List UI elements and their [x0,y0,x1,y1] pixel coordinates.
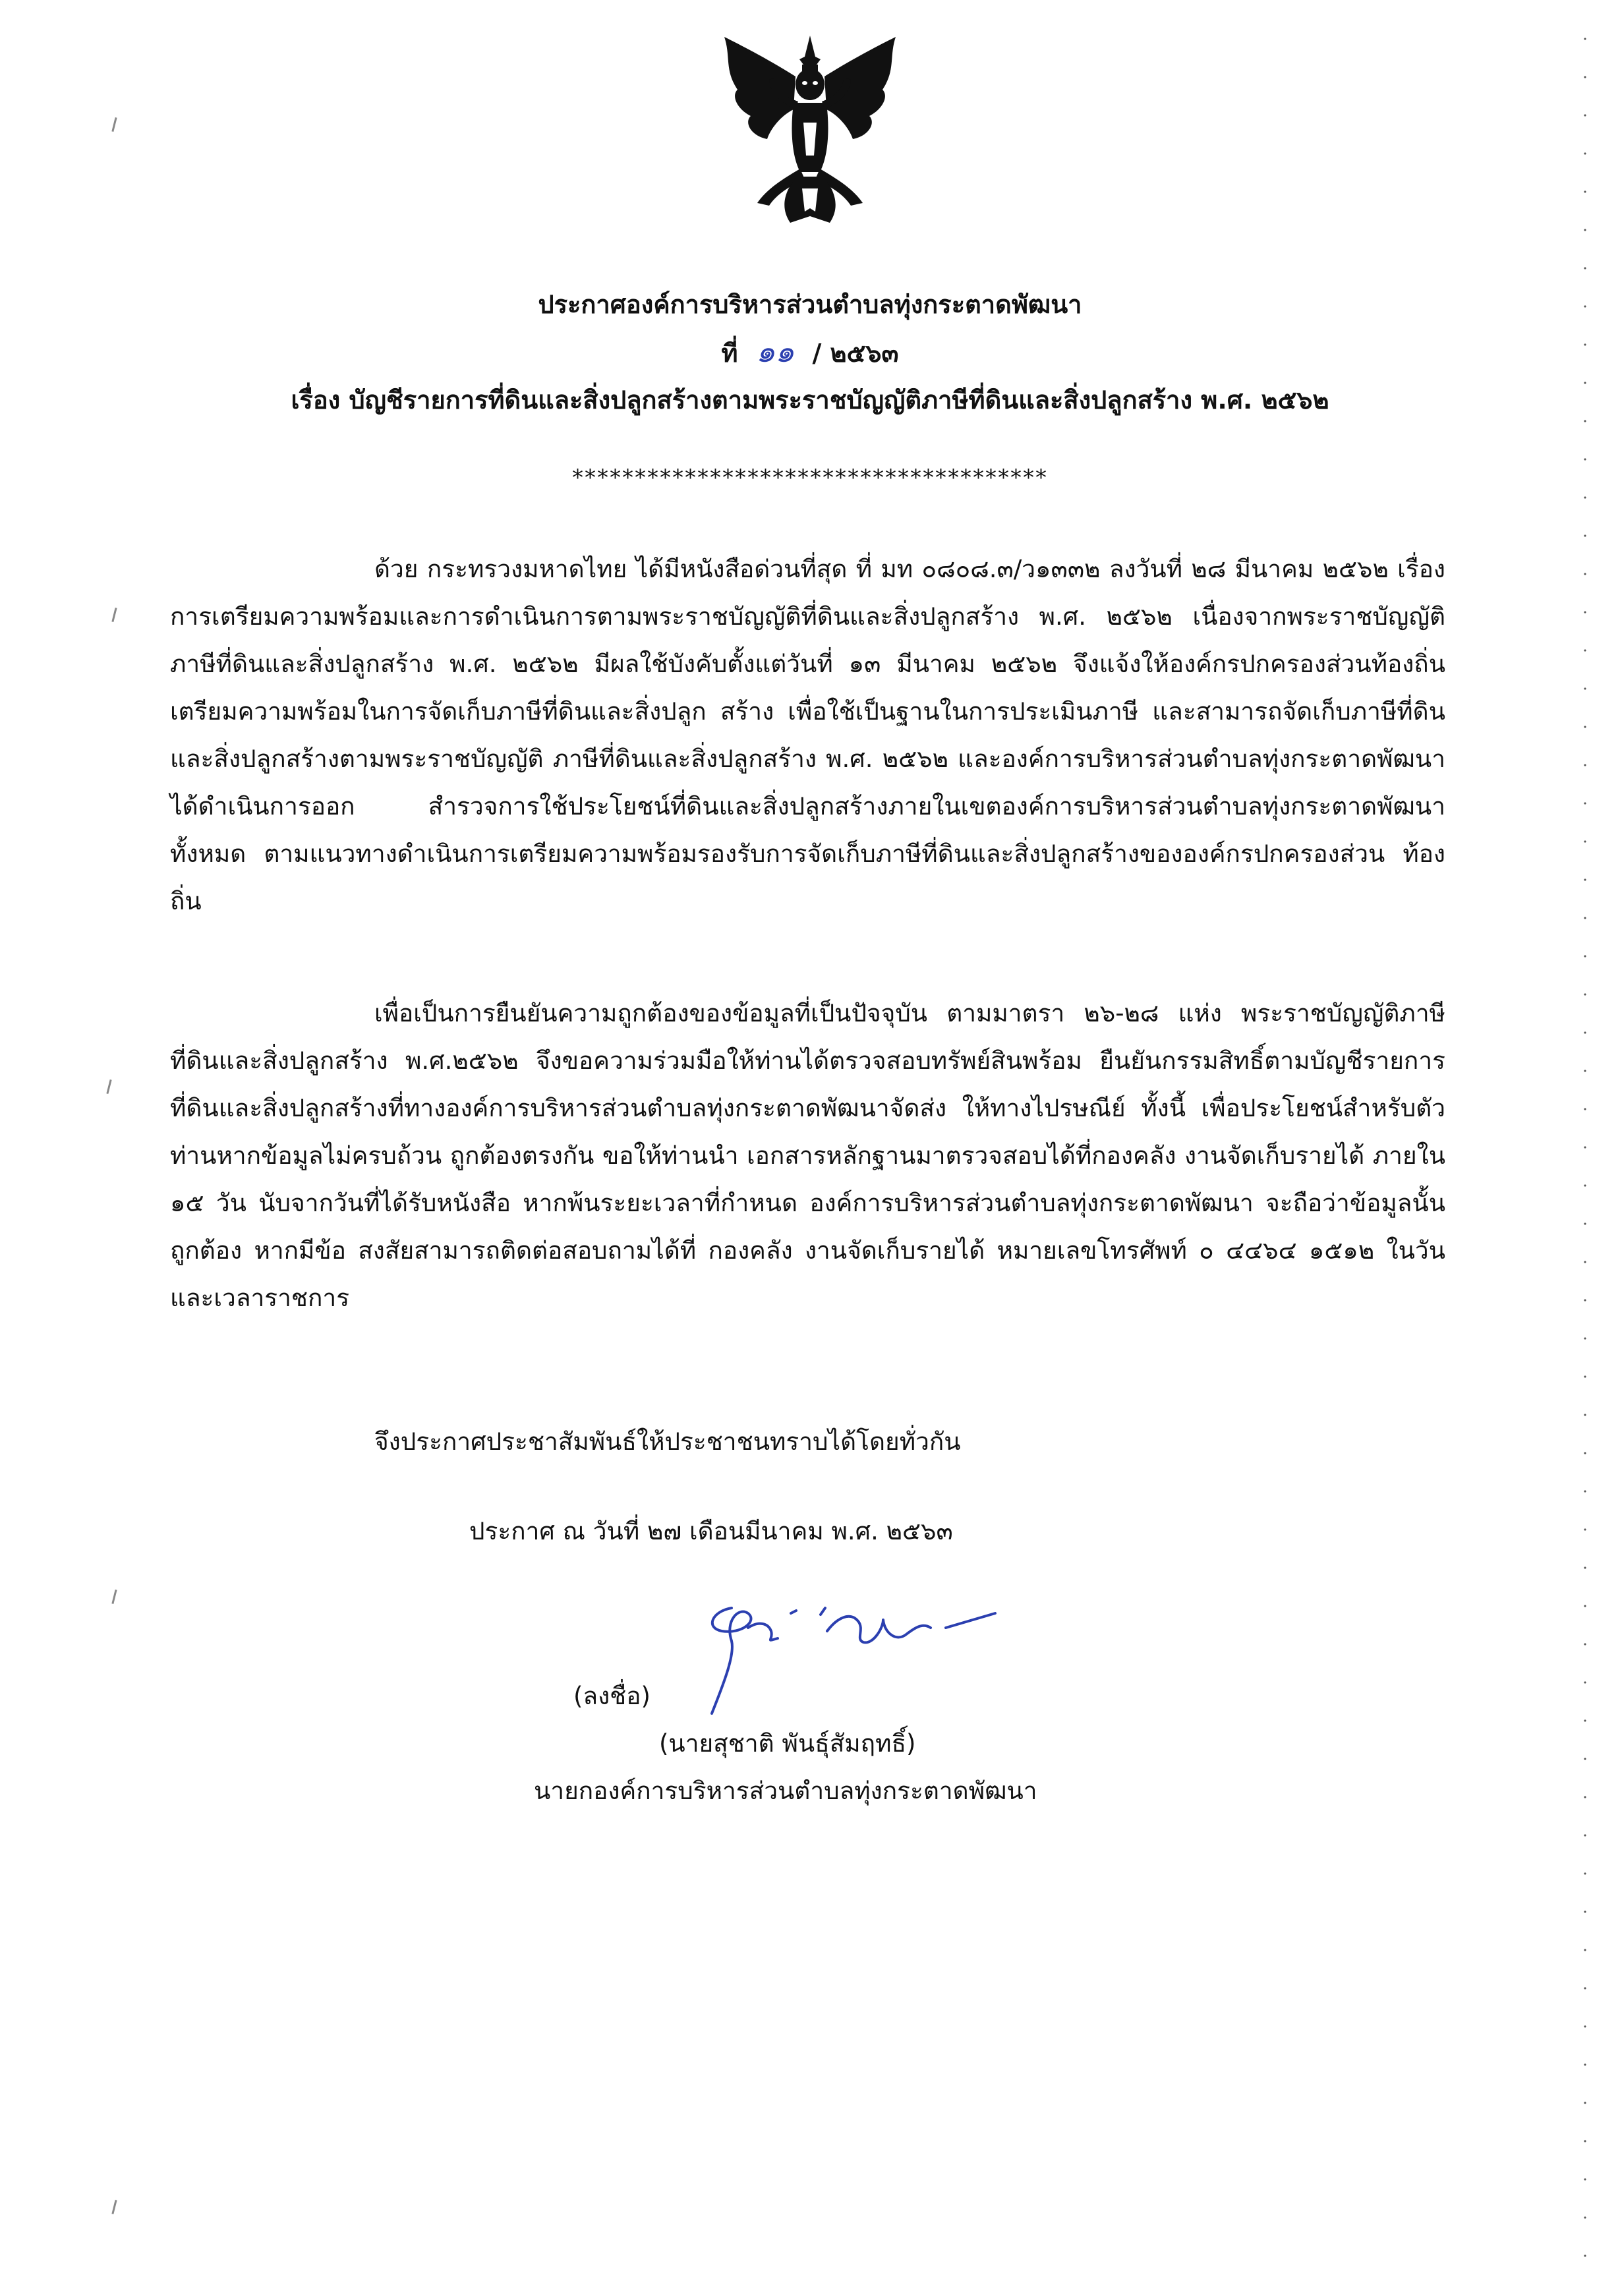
body-paragraph-2 [170,990,1445,1322]
number-year: / ๒๕๖๓ [812,339,899,368]
announcement-number [0,331,1620,373]
scan-speck [111,1590,117,1604]
number-prefix: ที่ [721,339,738,368]
signer-position: นายกองค์การบริหารส่วนตำบลทุ่งกระตาดพัฒนา [534,1777,1037,1805]
scan-speck [111,2200,117,2214]
scan-speck [111,608,117,622]
handwritten-signature [685,1582,1015,1733]
signer-name: (นายสุชาติ พันธุ์สัมฤทธิ์) [659,1729,916,1758]
paragraph-text: เพื่อเป็นการยืนยันความถูกต้องของข้อมูลที่เป็นปัจจุบัน ตามมาตรา ๒๖-๒๘ แห่ง พระราชบัญญัติภาษีที่ดินและสิ่งปลูกสร้าง พ.ศ.๒๕๖๒ จึงขอความร่วมมือให้ท่านได้ตรวจสอบทรัพย์สินพร้อม ยืนยันกรรมสิทธิ์ตามบัญชีรายการที่ดินและสิ่งปลูกสร้างที่ทางองค์การบริหารส่วนตำบลทุ่งกระตาดพัฒนาจัดส่ง ให้ทางไปรษณีย์ ทั้งนี้ เพื่อประโยชน์สำหรับตัวท่านหากข้อมูลไม่ครบถ้วน ถูกต้องตรงกัน ขอให้ท่านนำ เอกสารหลักฐานมาตรวจสอบได้ที่กองคลัง งานจัดเก็บรายได้ ภายใน ๑๕ วัน นับจากวันที่ได้รับหนังสือ หากพ้นระยะเวลาที่กำหนด องค์การบริหารส่วนตำบลทุ่งกระตาดพัฒนา จะถือว่าข้อมูลนั้นถูกต้อง หากมีข้อ สงสัยสามารถติดต่อสอบถามได้ที่ กองคลัง งานจัดเก็บรายได้ หมายเลขโทรศัพท์ ๐ ๔๔๖๔ ๑๕๑๒ ในวัน และเวลาราชการ [170,999,1445,1312]
scan-speck [111,117,117,132]
handwritten-number: ๑๑ [755,333,795,369]
paragraph-text: ด้วย กระทรวงมหาดไทย ได้มีหนังสือด่วนที่สุด ที่ มท ๐๘๐๘.๓/ว๑๓๓๒ ลงวันที่ ๒๘ มีนาคม ๒๕๖๒ เรื่องการเตรียมความพร้อมและการดำเนินการตามพระราชบัญญัติที่ดินและสิ่งปลูกสร้าง พ.ศ. ๒๕๖๒ เนื่องจากพระราชบัญญัติภาษีที่ดินและสิ่งปลูกสร้าง พ.ศ. ๒๕๖๒ มีผลใช้บังคับตั้งแต่วันที่ ๑๓ มีนาคม ๒๕๖๒ จึงแจ้งให้องค์กรปกครองส่วนท้องถิ่นเตรียมความพร้อมในการจัดเก็บภาษีที่ดินและสิ่งปลูก สร้าง เพื่อใช้เป็นฐานในการประเมินภาษี และสามารถจัดเก็บภาษีที่ดินและสิ่งปลูกสร้างตามพระราชบัญญัติ ภาษีที่ดินและสิ่งปลูกสร้าง พ.ศ. ๒๕๖๒ และองค์การบริหารส่วนตำบลทุ่งกระตาดพัฒนาได้ดำเนินการออก สำรวจการใช้ประโยชน์ที่ดินและสิ่งปลูกสร้างภายในเขตองค์การบริหารส่วนตำบลทุ่งกระตาดพัฒนาทั้งหมด ตามแนวทางดำเนินการเตรียมความพร้อมรองรับการจัดเก็บภาษีที่ดินและสิ่งปลูกสร้างขององค์กรปกครองส่วน ท้องถิ่น [170,555,1445,915]
announcement-date: ประกาศ ณ วันที่ ๒๗ เดือนมีนาคม พ.ศ. ๒๕๖๓ [469,1517,953,1545]
closing-announcement: จึงประกาศประชาสัมพันธ์ให้ประชาชนทราบได้โดยทั่วกัน [374,1427,961,1456]
announcement-title: ประกาศองค์การบริหารส่วนตำบลทุ่งกระตาดพัฒนา [538,290,1082,319]
scan-speck [106,1079,111,1094]
garuda-emblem-icon [705,30,915,228]
body-paragraph-1 [170,546,1445,925]
separator-line: ************************************** [572,465,1048,491]
announcement-subject: เรื่อง บัญชีรายการที่ดินและสิ่งปลูกสร้างตามพระราชบัญญัติภาษีที่ดินและสิ่งปลูกสร้าง พ.ศ. ๒๕๖๒ [291,386,1329,415]
signature-label: (ลงชื่อ) [573,1682,651,1710]
scan-edge-dots [1582,20,1588,2274]
